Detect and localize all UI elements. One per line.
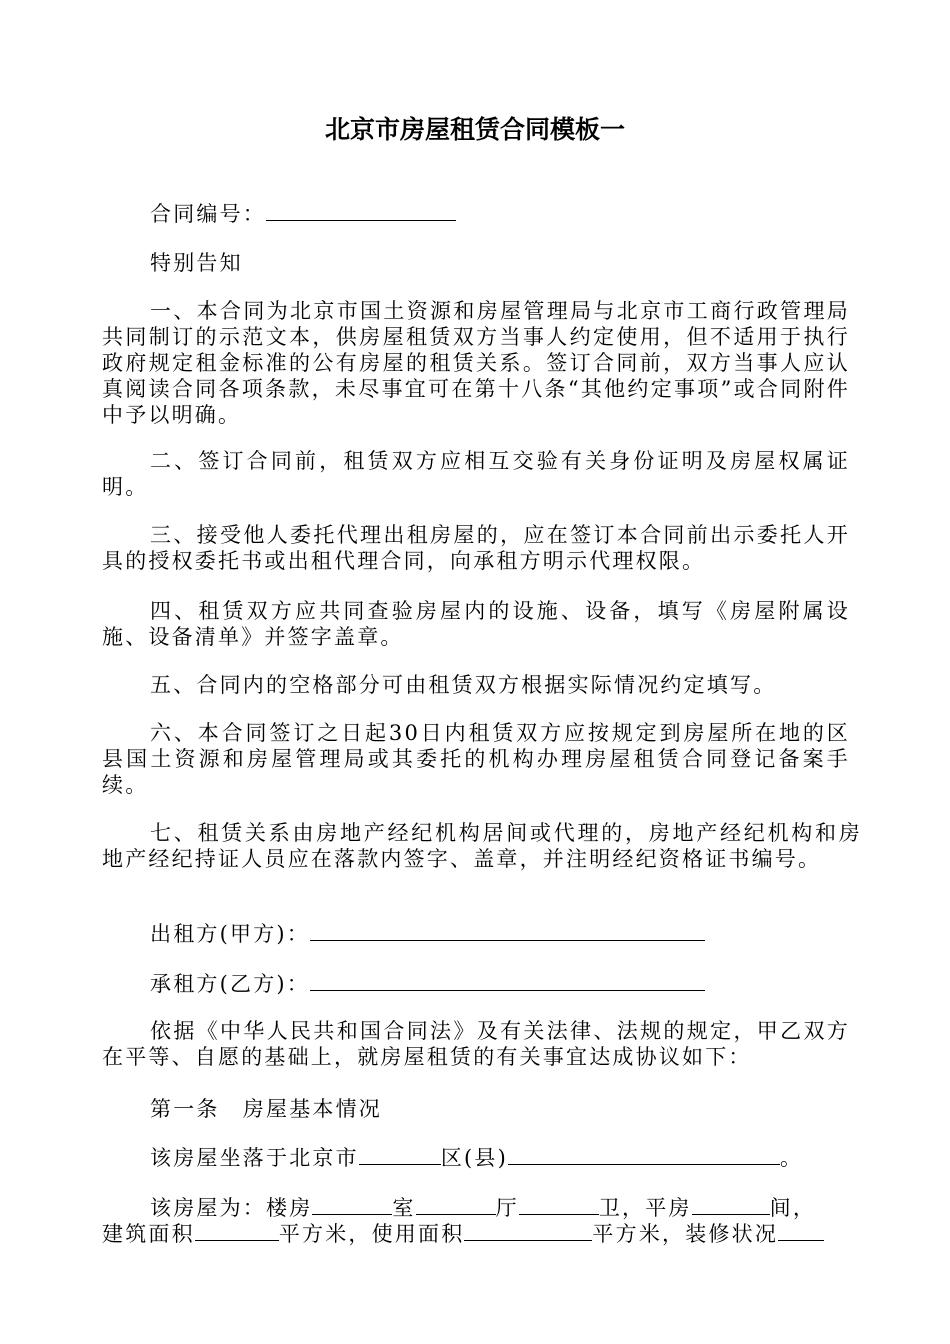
notice-paragraph-5: 五、合同内的空格部分可由租赁双方根据实际情况约定填写。 — [150, 673, 777, 697]
area-line — [102, 1220, 824, 1247]
rooms-blank[interactable] — [312, 1194, 392, 1215]
location-end: 。 — [780, 1146, 804, 1170]
house-type-line — [150, 1194, 816, 1221]
contract-number-line — [150, 200, 456, 227]
building-area-label: 建筑面积 — [102, 1222, 195, 1246]
notice-paragraph-6: 六、本合同签订之日起30日内租赁双方应按规定到房屋所在地的区县国土资源和房屋管理局或其委托的机构办理房屋租赁合同登记备案手续。 — [102, 721, 850, 797]
article-1-heading: 第一条 房屋基本情况 — [150, 1097, 382, 1121]
notice-paragraph-4: 四、租赁双方应共同查验房屋内的设施、设备，填写《房屋附属设施、设备清单》并签字盖章。 — [102, 599, 850, 649]
usable-area-label: 平方米，使用面积 — [278, 1222, 465, 1246]
location-prefix: 该房屋坐落于北京市 — [150, 1146, 359, 1170]
bath-label: 卫，平房 — [598, 1196, 692, 1220]
lessor-line — [150, 920, 705, 947]
halls-blank[interactable] — [416, 1194, 496, 1215]
unit-label: 间， — [769, 1196, 817, 1220]
agreement-intro: 依据《中华人民共和国合同法》及有关法律、法规的规定，甲乙双方在平等、自愿的基础上，就房屋租赁的有关事宜达成协议如下： — [102, 1019, 850, 1069]
room-label: 室 — [392, 1196, 416, 1220]
location-district-label: 区(县) — [440, 1146, 508, 1170]
lessor-label: 出租方(甲方)： — [150, 922, 310, 946]
lessor-blank[interactable] — [310, 920, 705, 941]
decoration-blank[interactable] — [778, 1220, 824, 1241]
location-line — [150, 1144, 803, 1171]
page-title: 北京市房屋租赁合同模板一 — [324, 115, 625, 144]
baths-blank[interactable] — [519, 1194, 599, 1215]
location-city-district-blank[interactable] — [359, 1144, 441, 1165]
lessee-label: 承租方(乙方)： — [150, 972, 310, 996]
hall-label: 厅 — [495, 1196, 519, 1220]
bungalow-rooms-blank[interactable] — [692, 1194, 770, 1215]
usable-area-blank[interactable] — [464, 1220, 592, 1241]
building-area-blank[interactable] — [195, 1220, 279, 1241]
notice-heading: 特别告知 — [150, 251, 243, 275]
notice-paragraph-1: 一、本合同为北京市国土资源和房屋管理局与北京市工商行政管理局共同制订的示范文本，供房屋租赁双方当事人约定使用，但不适用于执行政府规定租金标准的公有房屋的租赁关系。签订合同前，双方当事人应认真阅读合同各项条款，未尽事宜可在第十八条“其他约定事项”或合同附件中予以明确。 — [102, 299, 850, 427]
notice-paragraph-2: 二、签订合同前，租赁双方应相互交验有关身份证明及房屋权属证明。 — [102, 449, 850, 499]
contract-number-blank[interactable] — [266, 200, 456, 221]
house-prefix: 该房屋为：楼房 — [150, 1196, 313, 1220]
notice-paragraph-7: 七、租赁关系由房地产经纪机构居间或代理的，房地产经纪机构和房地产经纪持证人员应在落款内签字、盖章，并注明经纪资格证书编号。 — [102, 821, 862, 871]
lessee-line — [150, 970, 705, 997]
contract-number-label: 合同编号： — [150, 202, 266, 226]
lessee-blank[interactable] — [310, 970, 705, 991]
notice-paragraph-3: 三、接受他人委托代理出租房屋的，应在签订本合同前出示委托人开具的授权委托书或出租代理合同，向承租方明示代理权限。 — [102, 523, 850, 573]
decoration-label: 平方米，装修状况 — [592, 1222, 779, 1246]
location-address-blank[interactable] — [508, 1144, 780, 1165]
